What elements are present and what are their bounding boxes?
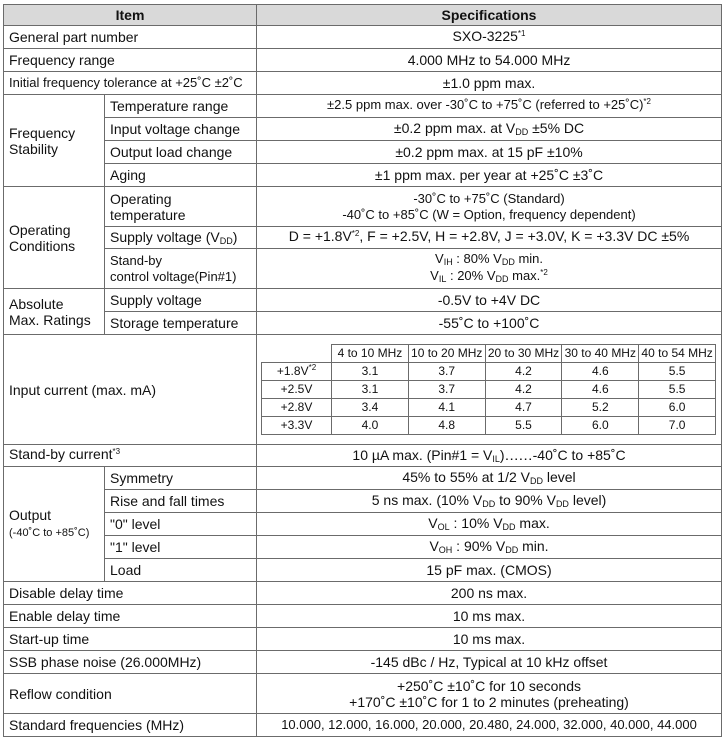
value-zero-level: VOL : 10% VDD max. [257,513,722,536]
input-current-row [262,417,716,435]
row-disable-delay [4,582,722,605]
group-operating-conditions: Operating Conditions [4,187,105,289]
value-symmetry: 45% to 55% at 1/2 VDD level [257,467,722,490]
row-initial-tolerance [4,72,722,95]
row-aging [4,164,722,187]
input-current-cell: 4.6 [562,381,639,399]
label-standard-frequencies: Standard frequencies (MHz) [4,714,257,737]
value-standard-frequencies: 10.000, 12.000, 16.000, 20.000, 20.480, 24.000, 32.000, 40.000, 44.000 [257,714,722,737]
value-load: 15 pF max. (CMOS) [257,559,722,582]
label-zero-level: "0" level [105,513,257,536]
input-current-cell: 6.0 [639,399,716,417]
row-standby-current [4,445,722,467]
label-temperature-range: Temperature range [105,95,257,118]
input-current-cell: 4.1 [408,399,485,417]
value-frequency-range: 4.000 MHz to 54.000 MHz [257,49,722,72]
input-current-cell: 5.2 [562,399,639,417]
input-current-row [262,363,716,381]
input-current-cell: 3.7 [408,381,485,399]
value-reflow: +250˚C ±10˚C for 10 seconds +170˚C ±10˚C for 1 to 2 minutes (preheating) [257,674,722,714]
value-temperature-range: ±2.5 ppm max. over -30˚C to +75˚C (referred to +25˚C)$^{*2}$ [257,95,722,118]
row-standby-control-voltage [4,249,722,289]
row-general-part-number [4,26,722,49]
value-standby-current: 10 µA max. (Pin#1 = VIL)‥‥‥-40˚C to +85˚C [257,445,722,467]
value-operating-temperature: -30˚C to +75˚C (Standard) -40˚C to +85˚C (W = Option, frequency dependent) [257,187,722,227]
label-standby-control-voltage: Stand-by control voltage(Pin#1) [105,249,257,289]
input-current-cell: 4.2 [485,363,562,381]
label-aging: Aging [105,164,257,187]
row-standard-frequencies [4,714,722,737]
row-operating-temperature [4,187,722,227]
row-load [4,559,722,582]
input-current-voltage: $+1.8V^{*2}$ [262,363,332,381]
row-reflow [4,674,722,714]
input-current-cell: 7.0 [639,417,716,435]
row-enable-delay [4,605,722,628]
value-startup: 10 ms max. [257,628,722,651]
input-current-cell: 5.5 [485,417,562,435]
input-current-col-1: 10 to 20 MHz [408,345,485,363]
label-ssb-noise: SSB phase noise (26.000MHz) [4,651,257,674]
row-one-level [4,536,722,559]
row-storage-temperature [4,312,722,335]
input-current-row [262,399,716,417]
input-current-cell: 4.2 [485,381,562,399]
value-input-voltage-change: ±0.2 ppm max. at VDD ±5% DC [257,118,722,141]
input-current-cell: 4.8 [408,417,485,435]
label-reflow: Reflow condition [4,674,257,714]
value-initial-tolerance: ±1.0 ppm max. [257,72,722,95]
label-operating-temperature: Operating temperature [105,187,257,227]
row-frequency-range [4,49,722,72]
label-symmetry: Symmetry [105,467,257,490]
label-abs-supply-voltage: Supply voltage [105,289,257,312]
label-supply-voltage: Supply voltage (VDD) [105,227,257,249]
header-row [4,5,722,26]
label-startup: Start-up time [4,628,257,651]
input-current-voltage: +3.3V [262,417,332,435]
value-aging: ±1 ppm max. per year at +25˚C ±3˚C [257,164,722,187]
label-general-part-number: General part number [4,26,257,49]
row-output-load-change [4,141,722,164]
specifications-table [3,4,722,737]
input-current-cell: 3.4 [332,399,409,417]
input-current-table [261,344,716,435]
input-current-voltage: +2.8V [262,399,332,417]
input-current-header-row [262,345,716,363]
label-one-level: "1" level [105,536,257,559]
row-supply-voltage [4,227,722,249]
value-enable-delay: 10 ms max. [257,605,722,628]
row-ssb-noise [4,651,722,674]
row-rise-fall [4,490,722,513]
group-frequency-stability: Frequency Stability [4,95,105,187]
label-output-load-change: Output load change [105,141,257,164]
row-input-voltage-change [4,118,722,141]
value-ssb-noise: -145 dBc / Hz, Typical at 10 kHz offset [257,651,722,674]
label-enable-delay: Enable delay time [4,605,257,628]
value-output-load-change: ±0.2 ppm max. at 15 pF ±10% [257,141,722,164]
row-input-current [4,335,722,445]
label-load: Load [105,559,257,582]
input-current-cell: 4.6 [562,363,639,381]
input-current-col-2: 20 to 30 MHz [485,345,562,363]
input-current-cell: 3.1 [332,363,409,381]
row-abs-supply-voltage [4,289,722,312]
label-input-voltage-change: Input voltage change [105,118,257,141]
label-initial-tolerance: Initial frequency tolerance at +25˚C ±2˚C [4,72,257,95]
value-general-part-number: SXO-3225$^{*1}$ [257,26,722,49]
input-current-row [262,381,716,399]
value-storage-temperature: -55˚C to +100˚C [257,312,722,335]
label-standby-current: Stand-by current$^{*3}$ [4,445,257,467]
row-symmetry [4,467,722,490]
value-supply-voltage: $D = +1.8V^{*2}$, F = +2.5V, H = +2.8V, J = +3.0V, K = +3.3V DC ±5% [257,227,722,249]
input-current-cell: 4.0 [332,417,409,435]
input-current-col-0: 4 to 10 MHz [332,345,409,363]
value-abs-supply-voltage: -0.5V to +4V DC [257,289,722,312]
group-absolute-max-ratings: Absolute Max. Ratings [4,289,105,335]
value-rise-fall: 5 ns max. (10% VDD to 90% VDD level) [257,490,722,513]
input-current-col-3: 30 to 40 MHz [562,345,639,363]
value-standby-control-voltage: VIH : 80% VDD min. VIL : 20% VDD max.$^{*2}$ [257,249,722,289]
value-input-current [257,335,722,445]
header-specifications: Specifications [257,5,722,26]
label-frequency-range: Frequency range [4,49,257,72]
input-current-corner [262,345,332,363]
input-current-cell: 3.7 [408,363,485,381]
label-disable-delay: Disable delay time [4,582,257,605]
value-disable-delay: 200 ns max. [257,582,722,605]
row-startup [4,628,722,651]
input-current-col-4: 40 to 54 MHz [639,345,716,363]
header-item: Item [4,5,257,26]
input-current-cell: 3.1 [332,381,409,399]
group-output: Output (-40˚C to +85˚C) [4,467,105,582]
row-temperature-range [4,95,722,118]
input-current-cell: 5.5 [639,363,716,381]
label-input-current: Input current (max. mA) [4,335,257,445]
row-zero-level [4,513,722,536]
label-rise-fall: Rise and fall times [105,490,257,513]
value-one-level: VOH : 90% VDD min. [257,536,722,559]
input-current-voltage: +2.5V [262,381,332,399]
input-current-cell: 5.5 [639,381,716,399]
input-current-cell: 4.7 [485,399,562,417]
input-current-cell: 6.0 [562,417,639,435]
label-storage-temperature: Storage temperature [105,312,257,335]
